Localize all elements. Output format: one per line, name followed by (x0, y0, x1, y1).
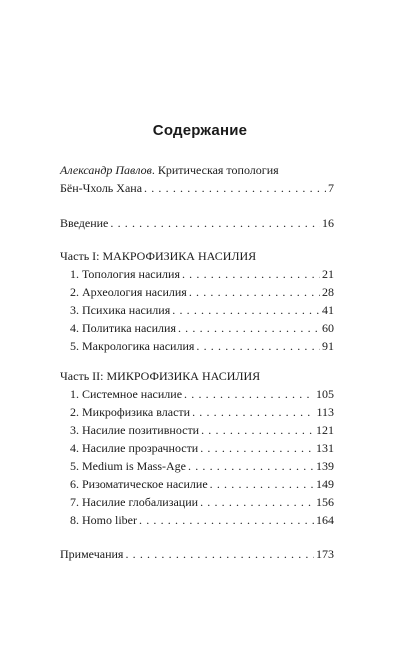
toc-label: Введение (60, 216, 109, 230)
toc-item[interactable] (70, 422, 334, 438)
toc-item[interactable] (70, 266, 334, 282)
part2-heading: Часть II: МИКРОФИЗИКА НАСИЛИЯ (60, 369, 261, 383)
part1-heading: Часть I: МАКРОФИЗИКА НАСИЛИЯ (60, 249, 257, 263)
toc-notes[interactable] (60, 546, 334, 562)
leader-dots (139, 512, 314, 528)
leader-dots (188, 458, 314, 474)
preface-title-part1: . Критическая топология (151, 163, 279, 177)
leader-dots (189, 284, 320, 300)
toc-intro[interactable] (60, 215, 334, 231)
toc-item[interactable] (70, 320, 334, 336)
toc-page: 16 (322, 216, 334, 230)
toc-label: 4. Насилие прозрачности (70, 441, 199, 455)
toc-item[interactable] (70, 284, 334, 300)
leader-dots (110, 215, 320, 231)
toc-item[interactable] (70, 494, 334, 510)
toc-label: 3. Психика насилия (70, 303, 171, 317)
toc-page: 60 (322, 321, 334, 335)
toc-label: 1. Топология насилия (70, 267, 180, 281)
page-title: Содержание (152, 122, 248, 139)
leader-dots (192, 404, 314, 420)
toc-label: 5. Medium is Mass-Age (70, 459, 186, 473)
toc-page: 105 (316, 387, 334, 401)
leader-dots (200, 440, 314, 456)
toc-label: 5. Макрологика насилия (70, 339, 195, 353)
toc-item[interactable] (70, 404, 334, 420)
toc-label: Бён-Чхоль Хана (60, 181, 143, 195)
toc-preface-line2[interactable] (60, 180, 334, 196)
leader-dots (200, 494, 314, 510)
leader-dots (144, 180, 326, 196)
toc-item[interactable] (70, 458, 334, 474)
toc-item[interactable] (70, 338, 334, 354)
toc-item[interactable] (70, 386, 334, 402)
toc-item[interactable] (70, 440, 334, 456)
preface-author: Александр Павлов (60, 163, 152, 177)
leader-dots (201, 422, 314, 438)
leader-dots (125, 546, 314, 562)
toc-label: 7. Насилие глобализации (70, 495, 199, 509)
leader-dots (172, 302, 320, 318)
toc-label: Примечания (60, 547, 124, 561)
toc-label: 3. Насилие позитивности (70, 423, 200, 437)
toc-page: 149 (316, 477, 334, 491)
toc-page: 173 (316, 547, 334, 561)
toc-label: 8. Homo liber (70, 513, 137, 527)
toc-page: 21 (322, 267, 334, 281)
toc-preface-line1 (60, 162, 279, 178)
leader-dots (210, 476, 314, 492)
toc-label: 2. Археология насилия (70, 285, 187, 299)
toc-page: 113 (316, 405, 334, 419)
toc-item[interactable] (70, 476, 334, 492)
toc-page: 91 (322, 339, 334, 353)
toc-page: 156 (316, 495, 334, 509)
toc-page: 7 (328, 181, 334, 195)
leader-dots (196, 338, 320, 354)
leader-dots (184, 386, 314, 402)
toc-page: 131 (316, 441, 334, 455)
toc-label: 2. Микрофизика власти (70, 405, 191, 419)
toc-page: 41 (322, 303, 334, 317)
toc-label: 6. Ризоматическое насилие (70, 477, 208, 491)
toc-item[interactable] (70, 512, 334, 528)
toc-page: 164 (316, 513, 334, 527)
leader-dots (182, 266, 320, 282)
toc-page: 139 (316, 459, 334, 473)
toc-label: 4. Политика насилия (70, 321, 176, 335)
toc-item[interactable] (70, 302, 334, 318)
toc-label: 1. Системное насилие (70, 387, 183, 401)
leader-dots (178, 320, 320, 336)
toc-page: 121 (316, 423, 334, 437)
toc-page: 28 (322, 285, 334, 299)
